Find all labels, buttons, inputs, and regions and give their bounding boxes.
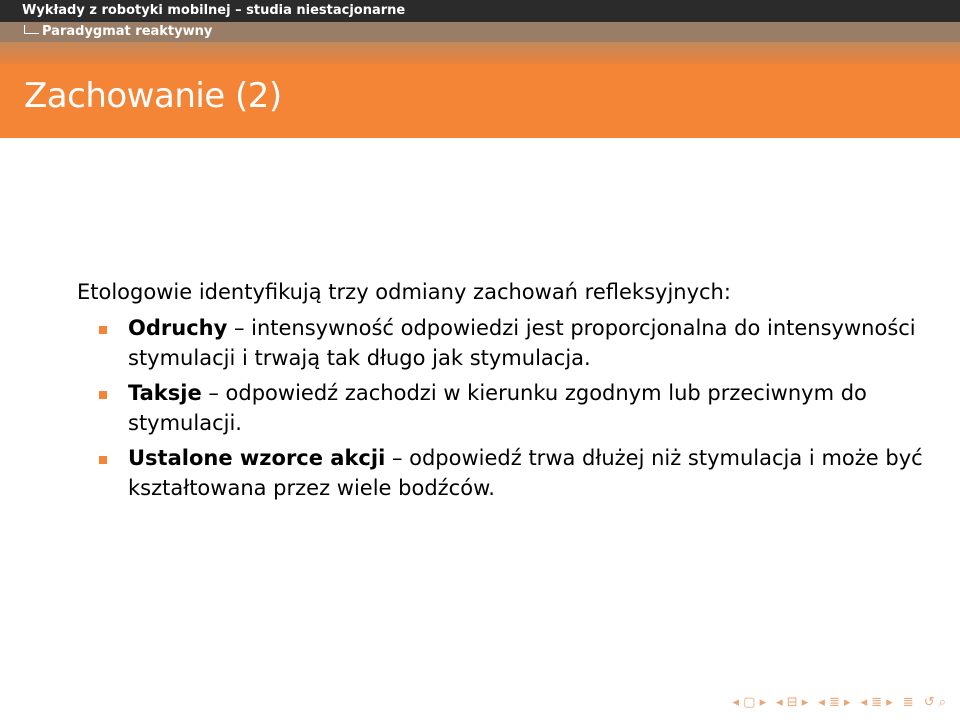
toc-nav-icon[interactable]: ≣ (902, 694, 914, 710)
section-header (0, 22, 960, 42)
course-header (0, 0, 960, 22)
item-text: – odpowiedź trwa dłużej niż stymulacja i może być kształtowana przez wiele bodźców. (128, 446, 923, 500)
search-nav-icon[interactable]: ↺ ⌕ (923, 694, 946, 710)
behavior-list (77, 313, 937, 503)
tree-corner-icon (24, 25, 39, 34)
square-bullet-icon (99, 456, 107, 464)
course-title: Wykłady z robotyki mobilnej – studia niestacjonarne (22, 3, 406, 18)
frame-nav-icon[interactable]: ◂ ▢ ▸ (732, 694, 767, 710)
item-text: – odpowiedź zachodzi w kierunku zgodnym lub przeciwnym do stymulacji. (128, 381, 867, 435)
section2-nav-icon[interactable]: ◂ ≣ ▸ (860, 694, 893, 710)
item-term: Odruchy (128, 316, 228, 340)
item-term: Ustalone wzorce akcji (128, 446, 386, 470)
item-text: – intensywność odpowiedzi jest proporcjonalna do intensywności stymulacji i trwają tak długo jak stymulacja. (128, 316, 916, 370)
square-bullet-icon (99, 326, 107, 334)
square-bullet-icon (99, 391, 107, 399)
item-term: Taksje (128, 381, 202, 405)
frame-title-bar (0, 64, 960, 138)
list-item (77, 378, 937, 438)
list-item (77, 313, 937, 373)
section-title: Paradygmat reaktywny (42, 24, 213, 39)
slide-content (77, 277, 937, 508)
subsection-nav-icon[interactable]: ◂ ⊟ ▸ (776, 694, 809, 710)
frame-title: Zachowanie (2) (24, 76, 282, 116)
beamer-navigation-bar (733, 694, 946, 710)
intro-text: Etologowie identyfikują trzy odmiany zachowań refleksyjnych: (77, 280, 731, 304)
list-item (77, 443, 937, 503)
header-gradient-band (0, 42, 960, 64)
section-nav-icon[interactable]: ◂ ≣ ▸ (818, 694, 851, 710)
